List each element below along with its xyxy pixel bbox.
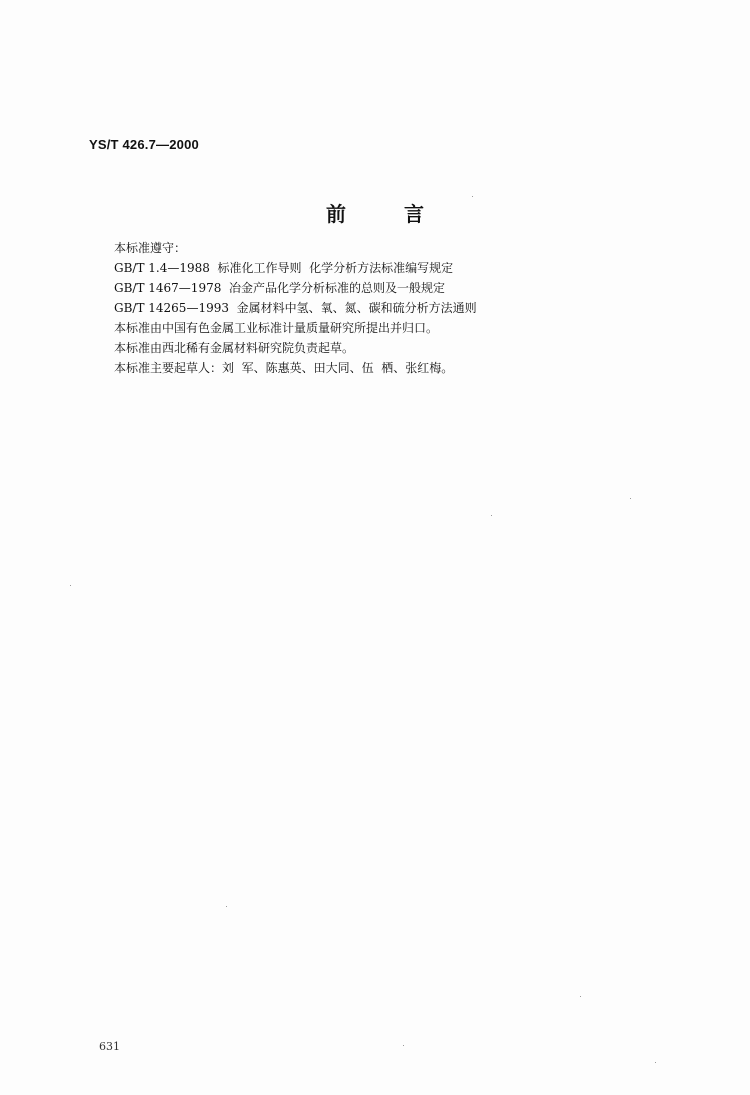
- scan-speck: [491, 515, 492, 516]
- reference-standard-3: GB/T 14265—1993 金属材料中氢、氧、氮、碳和硫分析方法通则: [114, 301, 477, 315]
- compliance-intro-line: 本标准遵守：: [114, 241, 187, 255]
- standard-code: YS/T 426.7—2000: [89, 137, 199, 152]
- scan-speck: [70, 585, 71, 586]
- drafter-organization-statement: 本标准由西北稀有金属材料研究院负责起草。: [114, 341, 355, 355]
- scan-speck: [472, 196, 473, 197]
- scan-speck: [580, 996, 581, 997]
- scan-speck: [403, 1045, 404, 1046]
- proposer-statement: 本标准由中国有色金属工业标准计量质量研究所提出并归口。: [114, 321, 439, 335]
- title-char-2: 言: [404, 202, 424, 226]
- reference-standard-2: GB/T 1467—1978 冶金产品化学分析标准的总则及一般规定: [114, 281, 445, 295]
- page-title: [0, 198, 750, 227]
- scan-speck: [630, 498, 631, 499]
- drafters-statement: 本标准主要起草人：刘 军、陈惠英、田大同、伍 栖、张红梅。: [114, 361, 454, 375]
- scan-speck: [226, 906, 227, 907]
- foreword-body: [114, 238, 477, 378]
- page-number: 631: [99, 1040, 120, 1053]
- scan-speck: [655, 1062, 656, 1063]
- title-char-1: 前: [326, 202, 346, 226]
- reference-standard-1: GB/T 1.4—1988 标准化工作导则 化学分析方法标准编写规定: [114, 261, 454, 275]
